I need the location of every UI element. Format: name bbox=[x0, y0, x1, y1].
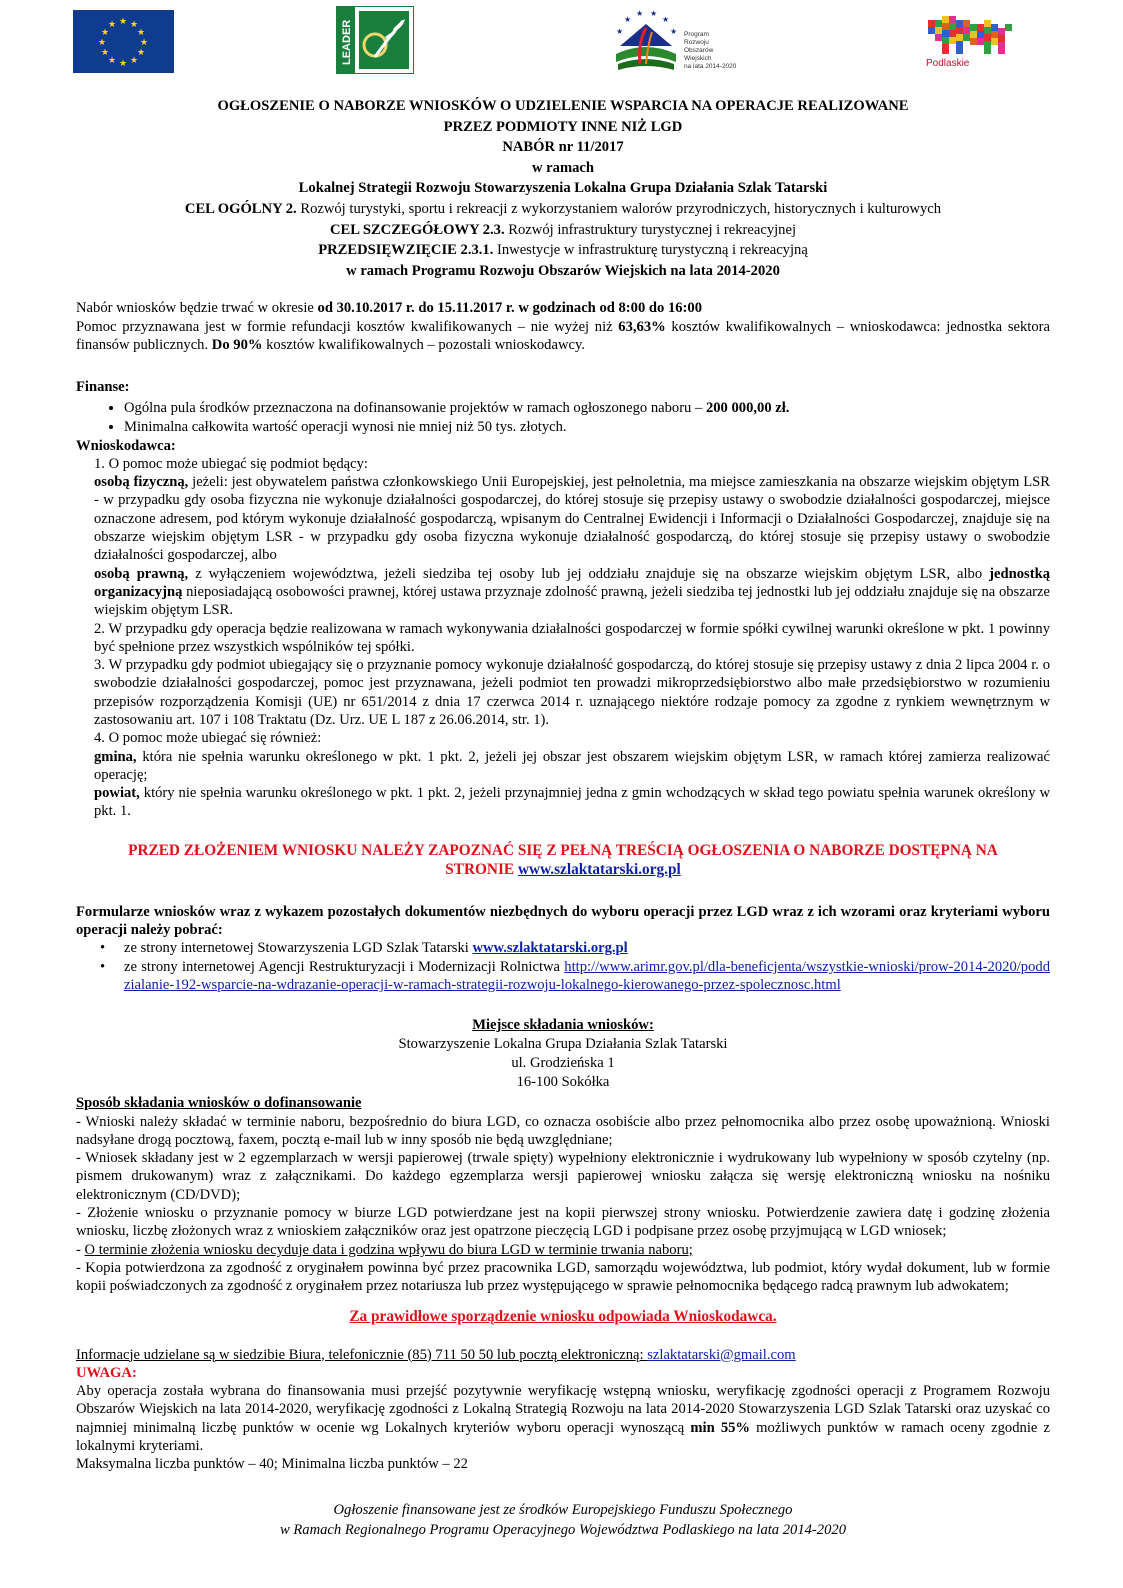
cel-ogolny-text: Rozwój turystyki, sportu i rekreacji z wykorzystaniem walorów przyrodniczych, historycznych i kulturowych bbox=[296, 200, 942, 217]
osoba-fizyczna-label: osobą fizyczną, bbox=[94, 474, 189, 491]
jednostka-text: nieposiadającą osobowości prawnej, której ustawa przyznaje zdolność prawną, jeżeli siedziba tej jednostki lub jej oddziału znajduje się na obszarze wiejskim objętym LSR. bbox=[94, 583, 1050, 619]
prow-logo-line4: Wiejskich bbox=[684, 55, 712, 62]
prow-logo-line2: Rozwoju bbox=[684, 39, 709, 46]
svg-text:★: ★ bbox=[616, 27, 624, 36]
pomoc-info bbox=[76, 318, 1050, 355]
footer-line2: w Ramach Regionalnego Programu Operacyjnego Województwa Podlaskiego na lata 2014-2020 bbox=[280, 1521, 846, 1538]
prow-logo bbox=[610, 6, 740, 76]
wnioskodawca-osoba-prawna bbox=[76, 565, 1050, 620]
cel-ogolny bbox=[76, 199, 1050, 220]
wnioskodawca-p2: 2. W przypadku gdy operacja będzie realizowana w ramach wykonywania działalności gospodarczej w formie spółki cywilnej warunki określone w pkt. 1 powinny być spełnione przez wszystkich wspólników tej spółki. bbox=[94, 620, 1050, 655]
prow-logo-line1: Program bbox=[684, 31, 709, 38]
svg-text:★: ★ bbox=[670, 27, 678, 36]
notice-text: PRZED ZŁOŻENIEM WNIOSKU NALEŻY ZAPOZNAĆ SIĘ Z PEŁNĄ TREŚCIĄ OGŁOSZENIA O NABORZE DOSTĘPNĄ NA STRONIE bbox=[128, 841, 998, 878]
pomoc-info-percent1: 63,63% bbox=[618, 318, 666, 335]
formularze-item-lgd-text: ze strony internetowej Stowarzyszenia LGD Szlak Tatarski bbox=[124, 940, 473, 957]
points-info: Maksymalna liczba punktów – 40; Minimalna liczba punktów – 22 bbox=[76, 1456, 468, 1473]
svg-text:★: ★ bbox=[100, 28, 110, 38]
header-strategy: Lokalnej Strategii Rozwoju Stowarzyszenia Lokalna Grupa Działania Szlak Tatarski bbox=[298, 180, 828, 197]
formularze-title: Formularze wniosków wraz z wykazem pozostałych dokumentów niezbędnych do wyboru operacji przez LGD wraz z ich wzorami oraz kryteriami wyboru operacji należy pobrać: bbox=[76, 903, 1050, 939]
arimr-website-link[interactable]: http://www.arimr.gov.pl/dla-beneficjenta/wszystkie-wnioski/prow-2014-2020/poddzialanie-192-wsparcie-na-wdrazanie-operacji-w-ramach-strategii-rozwoju-lokalnego-kierowanego-przez-spolecznosc.html bbox=[124, 958, 1050, 993]
nabor-period-dates: od 30.10.2017 r. do 15.11.2017 r. w godzinach od 8:00 do 16:00 bbox=[317, 300, 703, 317]
wnioskodawca-section bbox=[76, 455, 1050, 821]
sposob-p2: - Wniosek składany jest w 2 egzemplarzach w wersji papierowej (trwale spięty) wypełniony elektronicznie i wydrukowany lub wypełniony w sposób czytelny (np. pismem drukowanym) wraz z załącznikami. Do każdego egzemplarza wersji papierowej wniosku załącza się wersję elektroniczną wniosku na nośniku elektronicznym (CD/DVD); bbox=[76, 1150, 1050, 1203]
contact-info bbox=[76, 1346, 1050, 1364]
uwaga-text bbox=[76, 1382, 1050, 1455]
prow-logo-line5: na lata 2014-2020 bbox=[684, 63, 737, 70]
lgd-website-link[interactable]: www.szlaktatarski.org.pl bbox=[472, 940, 628, 957]
wnioskodawca-gmina bbox=[76, 748, 1050, 785]
header-w-ramach: w ramach bbox=[531, 159, 594, 176]
wnioskodawca-p1: 1. O pomoc może ubiegać się podmiot będący: bbox=[94, 455, 368, 472]
intro-section bbox=[76, 299, 1050, 354]
pomoc-info-part1: Pomoc przyznawana jest w formie refundacji kosztów kwalifikowanych – nie wyżej niż bbox=[76, 318, 619, 335]
pomoc-info-part3: kosztów kwalifikowalnych – pozostali wnioskodawcy. bbox=[262, 336, 585, 353]
notice-website-link[interactable]: www.szlaktatarski.org.pl bbox=[517, 860, 681, 878]
svg-text:★: ★ bbox=[107, 20, 117, 30]
przedsiewziecie-text: Inwestycje w infrastrukturę turystyczną i rekreacyjną bbox=[493, 242, 808, 259]
svg-text:★: ★ bbox=[118, 59, 128, 69]
svg-text:★: ★ bbox=[636, 9, 644, 18]
wnioskodawca-title: Wnioskodawca: bbox=[76, 437, 176, 454]
cel-szczegolowy bbox=[76, 220, 1050, 241]
finanse-item-min-value: • Minimalna całkowita wartość operacji wynosi nie mniej niż 50 tys. złotych. bbox=[124, 418, 1050, 437]
footer-line1: Ogłoszenie finansowane jest ze środków Europejskiego Funduszu Społecznego bbox=[333, 1501, 793, 1518]
powiat-label: powiat, bbox=[94, 785, 140, 802]
formularze-item-arimr-text: ze strony internetowej Agencji Restrukturyzacji i Modernizacji Rolnictwa bbox=[124, 958, 565, 975]
sposob-p5: - Kopia potwierdzona za zgodność z oryginałem powinna być przez pracownika LGD, samorządu województwa, lub podmiot, który wydał dokument, lub w formie kopii poświadczonych za zgodność z oryginałem przez notariusza lub przez występującego w sprawie pełnomocnika będącego radcą prawnym lub adwokatem; bbox=[76, 1259, 1050, 1295]
leader-logo-text: LEADER bbox=[341, 19, 353, 65]
nabor-period bbox=[76, 299, 1050, 317]
contact-email-link[interactable]: szlaktatarski@gmail.com bbox=[647, 1346, 796, 1363]
svg-text:★: ★ bbox=[107, 56, 117, 66]
finanse-list bbox=[76, 399, 1050, 437]
sposob-p1: - Wnioski należy składać w terminie naboru, bezpośrednio do biura LGD, co oznacza osobiście albo przez pełnomocnika albo przez osobę upoważnioną. Wnioski nadsyłane drogą pocztową, faxem, pocztą e-mail lub w inny sposób nie będą uwzględniane; bbox=[76, 1113, 1050, 1148]
header-title-line2: PRZEZ PODMIOTY INNE NIŻ LGD bbox=[443, 118, 683, 135]
program-line: w ramach Programu Rozwoju Obszarów Wiejskich na lata 2014-2020 bbox=[346, 262, 780, 279]
uwaga-min-percent: min 55% bbox=[690, 1419, 751, 1436]
formularze-item-lgd bbox=[124, 939, 1050, 957]
uwaga-title: UWAGA: bbox=[76, 1364, 137, 1381]
miejsce-title: Miejsce składania wniosków: bbox=[472, 1017, 654, 1034]
svg-text:★: ★ bbox=[136, 48, 146, 58]
osoba-prawna-label: osobą prawną, bbox=[94, 565, 189, 582]
cel-szczegolowy-text: Rozwój infrastruktury turystycznej i rekreacyjnej bbox=[504, 221, 796, 238]
finanse-item-pula bbox=[124, 399, 1050, 418]
miejsce-org-name: Stowarzyszenie Lokalna Grupa Działania Szlak Tatarski bbox=[398, 1036, 728, 1053]
notice-full-announcement bbox=[76, 841, 1050, 879]
uwaga-text-part2: możliwych punktów w ramach oceny zgodnie z lokalnymi kryteriami. bbox=[76, 1419, 1050, 1454]
miejsce-city: 16-100 Sokółka bbox=[516, 1074, 610, 1091]
svg-text:★: ★ bbox=[662, 15, 670, 24]
wnioskodawca-osoba-fizyczna bbox=[76, 473, 1050, 564]
miejsce-street: ul. Grodzieńska 1 bbox=[511, 1055, 615, 1072]
podlaskie-logo-text: Podlaskie bbox=[926, 58, 970, 69]
svg-text:★: ★ bbox=[118, 17, 128, 27]
sposob-section bbox=[76, 1094, 1050, 1295]
sposob-p4-text: O terminie złożenia wniosku decyduje data i godzina wpływu do biura LGD w terminie trwania naboru; bbox=[84, 1241, 693, 1258]
eu-flag-logo bbox=[73, 10, 174, 73]
svg-text:★: ★ bbox=[650, 9, 658, 18]
footer-funding bbox=[76, 1500, 1050, 1540]
prow-logo-line3: Obszarów bbox=[684, 47, 714, 54]
svg-text:★: ★ bbox=[136, 28, 146, 38]
gmina-label: gmina, bbox=[94, 748, 137, 765]
wnioskodawca-p4: 4. O pomoc może ubiegać się również: bbox=[94, 730, 322, 747]
formularze-item-arimr bbox=[124, 958, 1050, 995]
podlaskie-logo bbox=[908, 6, 1028, 78]
formularze-list bbox=[76, 939, 1050, 994]
pomoc-info-part2: kosztów kwalifikowalnych – wnioskodawca: jednostka sektora finansów publicznych. bbox=[76, 318, 1050, 353]
wnioskodawca-powiat bbox=[76, 784, 1050, 821]
osoba-prawna-text: z wyłączeniem województwa, jeżeli siedziba tej osoby lub jej oddziału znajduje się na obszarze wiejskim objętym LSR, albo bbox=[188, 565, 990, 582]
miejsce-section bbox=[76, 1016, 1050, 1092]
header-title-line1: OGŁOSZENIE O NABORZE WNIOSKÓW O UDZIELENIE WSPARCIA NA OPERACJE REALIZOWANE bbox=[217, 98, 909, 114]
announcement-header bbox=[76, 96, 1050, 199]
logo-bar bbox=[0, 6, 1123, 78]
sposob-p4 bbox=[76, 1241, 1050, 1259]
sposob-p4-dash: - bbox=[76, 1241, 85, 1258]
svg-text:★: ★ bbox=[97, 38, 107, 48]
contact-info-text: Informacje udzielane są w siedzibie Biura, telefonicznie (85) 711 50 50 lub pocztą elektroniczną: bbox=[76, 1346, 648, 1363]
header-objectives bbox=[76, 199, 1050, 281]
przedsiewziecie bbox=[76, 240, 1050, 261]
svg-text:★: ★ bbox=[100, 48, 110, 58]
svg-text:★: ★ bbox=[129, 56, 139, 66]
finanse-title: Finanse: bbox=[76, 379, 130, 396]
jednostka-label: jednostką organizacyjną bbox=[94, 565, 1050, 600]
sposob-p3: - Złożenie wniosku o przyznanie pomocy w biurze LGD potwierdzane jest na kopii pierwszej strony wniosku. Potwierdzenie zawiera datę i godzinę złożenia wniosku, liczbę złożonych wraz z wnioskiem załączników oraz jest opatrzone pieczęcią LGD i podpisane przez osobę przyjmującą w LGD wniosek; bbox=[76, 1205, 1050, 1240]
finanse-item-pula-text: Ogólna pula środków przeznaczona na dofinansowanie projektów w ramach ogłoszonego naboru – bbox=[124, 399, 706, 416]
leader-logo bbox=[336, 6, 414, 74]
cel-ogolny-label: CEL OGÓLNY 2. bbox=[184, 200, 297, 217]
wnioskodawca-p3: 3. W przypadku gdy podmiot ubiegający się o przyznanie pomocy wykonuje działalność gospodarczą, do której stosuje się przepisy ustawy z dnia 2 lipca 2004 r. o swobodzie działalności gospodarczej, pomoc jest przyznawana, jeżeli podmiot ten prowadzi mikroprzedsiębiorstwo albo małe przedsiębiorstwo w rozumieniu przepisów rozporządzenia Komisji (UE) nr 651/2014 z dnia 17 czerwca 2014 r. uznającego niektóre rodzaje pomocy za zgodne z rynkiem wewnętrznym w zastosowaniu art. 107 i 108 Traktatu (Dz. Urz. UE L 187 z 26.06.2014, str. 1). bbox=[94, 657, 1050, 728]
announcement-document bbox=[76, 96, 1050, 1540]
gmina-text: która nie spełnia warunku określonego w pkt. 1 pkt. 2, jeżeli jej obszar jest obszarem wiejskim objętym LSR, w ramach której zamierza realizować operację; bbox=[94, 748, 1050, 783]
finanse-item-pula-amount: 200 000,00 zł. bbox=[705, 399, 790, 416]
osoba-fizyczna-text: jeżeli: jest obywatelem państwa członkowskiego Unii Europejskiej, jest pełnoletnia, ma miejsce zamieszkania na obszarze wiejskim objętym LSR - w przypadku gdy osoba fizyczna nie wykonuje działalności gospodarczej, do której stosuje się przepisy ustawy o swobodzie działalności gospodarczej, miejsce oznaczone adresem, pod którym wykonuje działalność gospodarczą, wpisanym do Centralnej Ewidencji i Informacji o Działalności Gospodarczej, znajduje się na obszarze wiejskim objętym LSR - w przypadku gdy osoba fizyczna wykonuje działalność gospodarczą, do której stosuje się przepisy ustawy o swobodzie działalności gospodarczej, albo bbox=[94, 474, 1050, 564]
pomoc-info-percent2: Do 90% bbox=[211, 336, 263, 353]
nabor-period-text: Nabór wniosków będzie trwać w okresie bbox=[76, 300, 318, 317]
header-nabor-number: NABÓR nr 11/2017 bbox=[502, 139, 624, 156]
przedsiewziecie-label: PRZEDSIĘWZIĘCIE 2.3.1. bbox=[318, 242, 494, 259]
responsibility-note: Za prawidłowe sporządzenie wniosku odpowiada Wnioskodawca. bbox=[349, 1307, 777, 1325]
svg-text:★: ★ bbox=[139, 38, 149, 48]
sposob-title: Sposób składania wniosków o dofinansowanie bbox=[76, 1095, 362, 1112]
svg-text:★: ★ bbox=[129, 20, 139, 30]
svg-text:★: ★ bbox=[624, 15, 632, 24]
uwaga-text-part1: Aby operacja została wybrana do finansowania musi przejść pozytywnie weryfikację wstępną wniosku, weryfikację zgodności operacji z Programem Rozwoju Obszarów Wiejskich na lata 2014-2020, weryfikację zgodności z Lokalną Strategią Rozwoju na lata 2014-2020 Stowarzyszenia LGD Szlak Tatarski oraz uzyskać co najmniej minimalną liczbę punktów w ocenie wg Lokalnych kryteriów wyboru operacji wynoszącą bbox=[76, 1383, 1050, 1436]
cel-szczegolowy-label: CEL SZCZEGÓŁOWY 2.3. bbox=[329, 221, 505, 238]
powiat-text: który nie spełnia warunku określonego w pkt. 1 pkt. 2, jeżeli przynajmniej jedna z gmin wchodzących w skład tego powiatu spełnia warunek określony w pkt. 1. bbox=[94, 785, 1050, 820]
